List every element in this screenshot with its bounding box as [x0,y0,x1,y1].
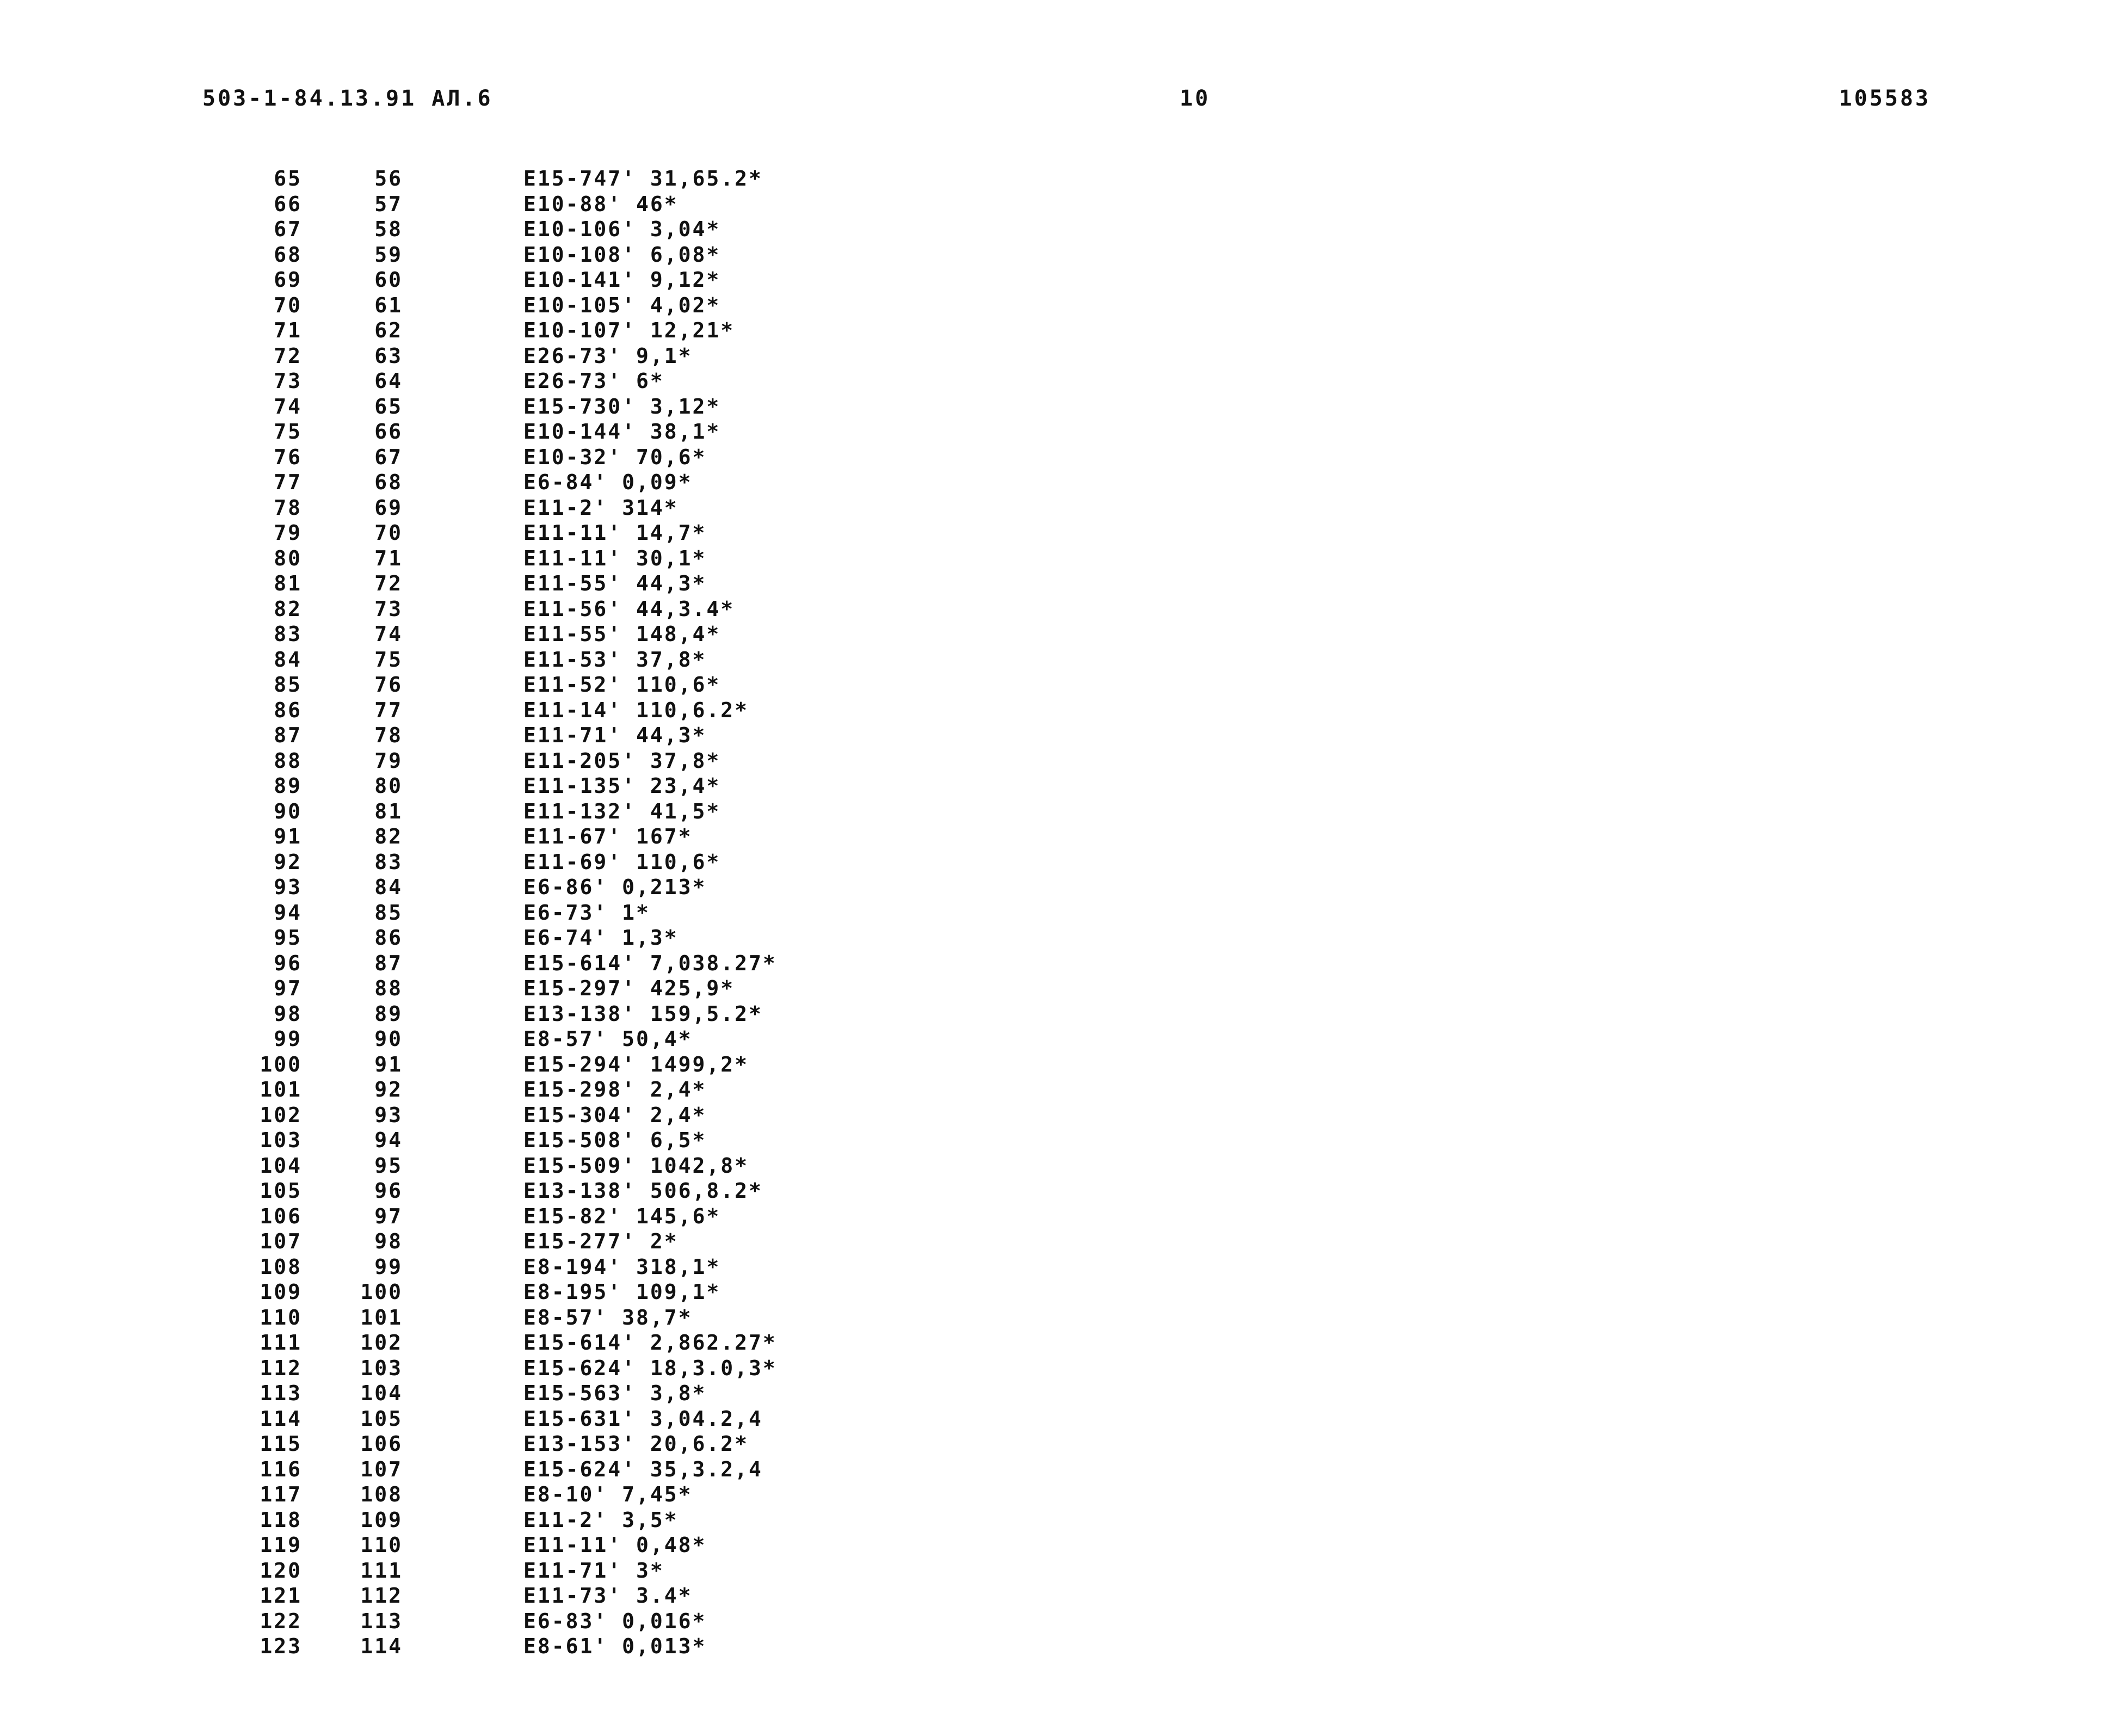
item-number: 112 [360,1584,403,1608]
entry-text: E15-614' 7,038.27* [523,951,777,975]
line-number: 107 [260,1229,302,1253]
item-number: 88 [374,976,403,1000]
line-number: 89 [274,774,302,798]
item-number: 76 [374,673,403,697]
entry-text: E11-52' 110,6* [523,673,721,697]
entry-text: E15-747' 31,65.2* [523,167,763,190]
entry-text: E11-71' 3* [523,1558,664,1583]
line-number: 77 [274,470,302,494]
item-number: 64 [374,369,403,393]
item-number: 67 [374,445,403,469]
entry-text: E8-61' 0,013* [523,1634,707,1658]
line-number: 112 [260,1356,302,1380]
item-number: 89 [374,1001,403,1026]
entry-text: E10-105' 4,02* [523,293,721,317]
line-number: 75 [274,420,302,444]
page-number: 10 [1180,86,1211,111]
entry-text: E10-141' 9,12* [523,268,721,292]
item-number: 82 [374,824,403,848]
entry-text: E8-57' 38,7* [523,1305,693,1329]
item-number: 110 [360,1533,403,1557]
entry-text: E15-631' 3,04.2,4 [523,1406,763,1431]
item-number: 85 [374,900,403,925]
item-number: 65 [374,394,403,418]
entry-text: E13-138' 506,8.2* [523,1179,763,1203]
entry-text: E11-14' 110,6.2* [523,698,749,722]
line-number: 99 [274,1027,302,1051]
line-number: 67 [274,217,302,241]
item-number: 90 [374,1027,403,1051]
item-number: 86 [374,926,403,950]
item-number: 100 [360,1280,403,1304]
entry-text: E26-73' 9,1* [523,343,693,368]
line-number: 85 [274,673,302,697]
line-number: 98 [274,1001,302,1026]
line-number: 90 [274,799,302,823]
item-number: 99 [374,1254,403,1279]
entry-text: E15-297' 425,9* [523,976,735,1000]
entry-text: E10-108' 6,08* [523,242,721,267]
item-number: 96 [374,1179,403,1203]
entry-text: E10-32' 70,6* [523,445,707,469]
entry-text: E15-730' 3,12* [523,394,721,418]
line-number: 79 [274,521,302,545]
entry-text: E6-84' 0,09* [523,470,693,494]
item-number: 92 [374,1078,403,1101]
item-number: 75 [374,647,403,672]
entry-text: E15-563' 3,8* [523,1381,707,1405]
item-number: 71 [374,546,403,570]
line-number: 103 [260,1128,302,1152]
entry-text: E13-153' 20,6.2* [523,1432,749,1456]
item-number: 102 [360,1331,403,1355]
line-number: 117 [260,1482,302,1506]
item-number: 95 [374,1153,403,1178]
entry-text: E10-88' 46* [523,192,679,216]
entry-text: E11-55' 148,4* [523,622,721,646]
entry-text: E11-11' 0,48* [523,1533,707,1557]
line-number: 87 [274,723,302,747]
item-number: 59 [374,242,403,267]
line-number: 110 [260,1305,302,1329]
entry-text: E11-135' 23,4* [523,774,721,798]
entry-text: E6-83' 0,016* [523,1609,707,1633]
item-number: 58 [374,217,403,241]
entry-text: E11-73' 3.4* [523,1584,693,1608]
item-number: 81 [374,799,403,823]
entry-text: E6-74' 1,3* [523,926,679,950]
item-number: 107 [360,1457,403,1481]
line-number: 104 [260,1153,302,1178]
item-number: 73 [374,596,403,621]
line-number: 118 [260,1507,302,1532]
line-number: 94 [274,900,302,925]
entry-text: E6-73' 1* [523,900,650,925]
line-number: 81 [274,571,302,595]
item-number: 69 [374,495,403,520]
line-number: 86 [274,698,302,722]
item-number: 84 [374,875,403,899]
item-number: 114 [360,1634,403,1658]
entry-text: E15-294' 1499,2* [523,1052,749,1076]
item-number: 93 [374,1103,403,1127]
item-number: 106 [360,1432,403,1456]
line-number: 95 [274,926,302,950]
line-number: 73 [274,369,302,393]
entry-text: E8-57' 50,4* [523,1027,693,1051]
entry-text: E11-205' 37,8* [523,748,721,773]
item-number: 83 [374,849,403,874]
item-number: 98 [374,1229,403,1253]
item-number: 109 [360,1507,403,1532]
item-number: 77 [374,698,403,722]
line-number: 113 [260,1381,302,1405]
entry-text: E11-11' 30,1* [523,546,707,570]
document-number: 105583 [1839,86,1931,111]
item-number: 70 [374,521,403,545]
line-number: 88 [274,748,302,773]
line-number: 71 [274,318,302,342]
line-number: 72 [274,343,302,368]
item-number: 105 [360,1406,403,1431]
line-number: 123 [260,1634,302,1658]
line-number: 68 [274,242,302,267]
item-number: 87 [374,951,403,975]
item-number: 57 [374,192,403,216]
line-number: 106 [260,1204,302,1228]
item-number: 68 [374,470,403,494]
line-number: 116 [260,1457,302,1481]
line-number: 65 [274,167,302,190]
line-number: 96 [274,951,302,975]
item-number: 56 [374,167,403,190]
entry-text: E8-195' 109,1* [523,1280,721,1304]
line-number: 119 [260,1533,302,1557]
item-number: 60 [374,268,403,292]
line-number: 105 [260,1179,302,1203]
entry-text: E11-69' 110,6* [523,849,721,874]
entry-text: E15-624' 35,3.2,4 [523,1457,763,1481]
item-number: 91 [374,1052,403,1076]
line-number: 120 [260,1558,302,1583]
item-number: 101 [360,1305,403,1329]
entry-text: E11-2' 3,5* [523,1507,679,1532]
entry-text: E11-56' 44,3.4* [523,596,735,621]
item-number: 94 [374,1128,403,1152]
line-number: 69 [274,268,302,292]
line-number: 102 [260,1103,302,1127]
entry-text: E15-624' 18,3.0,3* [523,1356,777,1380]
entry-text: E8-194' 318,1* [523,1254,721,1279]
line-number: 93 [274,875,302,899]
line-number: 121 [260,1584,302,1608]
item-number: 97 [374,1204,403,1228]
item-number: 104 [360,1381,403,1405]
line-number: 92 [274,849,302,874]
entry-text: E15-304' 2,4* [523,1103,707,1127]
item-number: 72 [374,571,403,595]
line-number: 109 [260,1280,302,1304]
entry-text: E26-73' 6* [523,369,664,393]
entry-text: E6-86' 0,213* [523,875,707,899]
item-number: 80 [374,774,403,798]
item-number: 78 [374,723,403,747]
item-number: 111 [360,1558,403,1583]
line-number: 115 [260,1432,302,1456]
entry-text: E15-509' 1042,8* [523,1153,749,1178]
line-number: 80 [274,546,302,570]
line-number: 114 [260,1406,302,1431]
entry-text: E11-2' 314* [523,495,679,520]
line-number: 70 [274,293,302,317]
item-number: 61 [374,293,403,317]
line-number: 83 [274,622,302,646]
item-number: 66 [374,420,403,444]
line-number: 84 [274,647,302,672]
entry-text: E15-508' 6,5* [523,1128,707,1152]
line-number: 78 [274,495,302,520]
entry-text: E15-82' 145,6* [523,1204,721,1228]
line-number: 101 [260,1078,302,1101]
line-number: 66 [274,192,302,216]
entry-text: E11-132' 41,5* [523,799,721,823]
entry-text: E11-55' 44,3* [523,571,707,595]
entry-text: E15-298' 2,4* [523,1078,707,1101]
line-number: 111 [260,1331,302,1355]
item-number: 108 [360,1482,403,1506]
entry-text: E11-11' 14,7* [523,521,707,545]
line-number: 91 [274,824,302,848]
item-number: 79 [374,748,403,773]
entry-text: E10-106' 3,04* [523,217,721,241]
line-number: 74 [274,394,302,418]
entry-text: E11-67' 167* [523,824,693,848]
entry-text: E11-71' 44,3* [523,723,707,747]
line-number: 108 [260,1254,302,1279]
item-number: 74 [374,622,403,646]
entry-text: E15-614' 2,862.27* [523,1331,777,1355]
item-number: 63 [374,343,403,368]
line-number: 97 [274,976,302,1000]
entry-text: E10-107' 12,21* [523,318,735,342]
entry-text: E8-10' 7,45* [523,1482,693,1506]
line-number: 82 [274,596,302,621]
entry-text: E10-144' 38,1* [523,420,721,444]
line-number: 122 [260,1609,302,1633]
item-number: 62 [374,318,403,342]
entry-text: E15-277' 2* [523,1229,679,1253]
entry-text: E11-53' 37,8* [523,647,707,672]
line-number: 100 [260,1052,302,1076]
item-number: 103 [360,1356,403,1380]
document-code: 503-1-84.13.91 АЛ.6 [202,86,493,111]
item-number: 113 [360,1609,403,1633]
entry-text: E13-138' 159,5.2* [523,1001,763,1026]
line-number: 76 [274,445,302,469]
